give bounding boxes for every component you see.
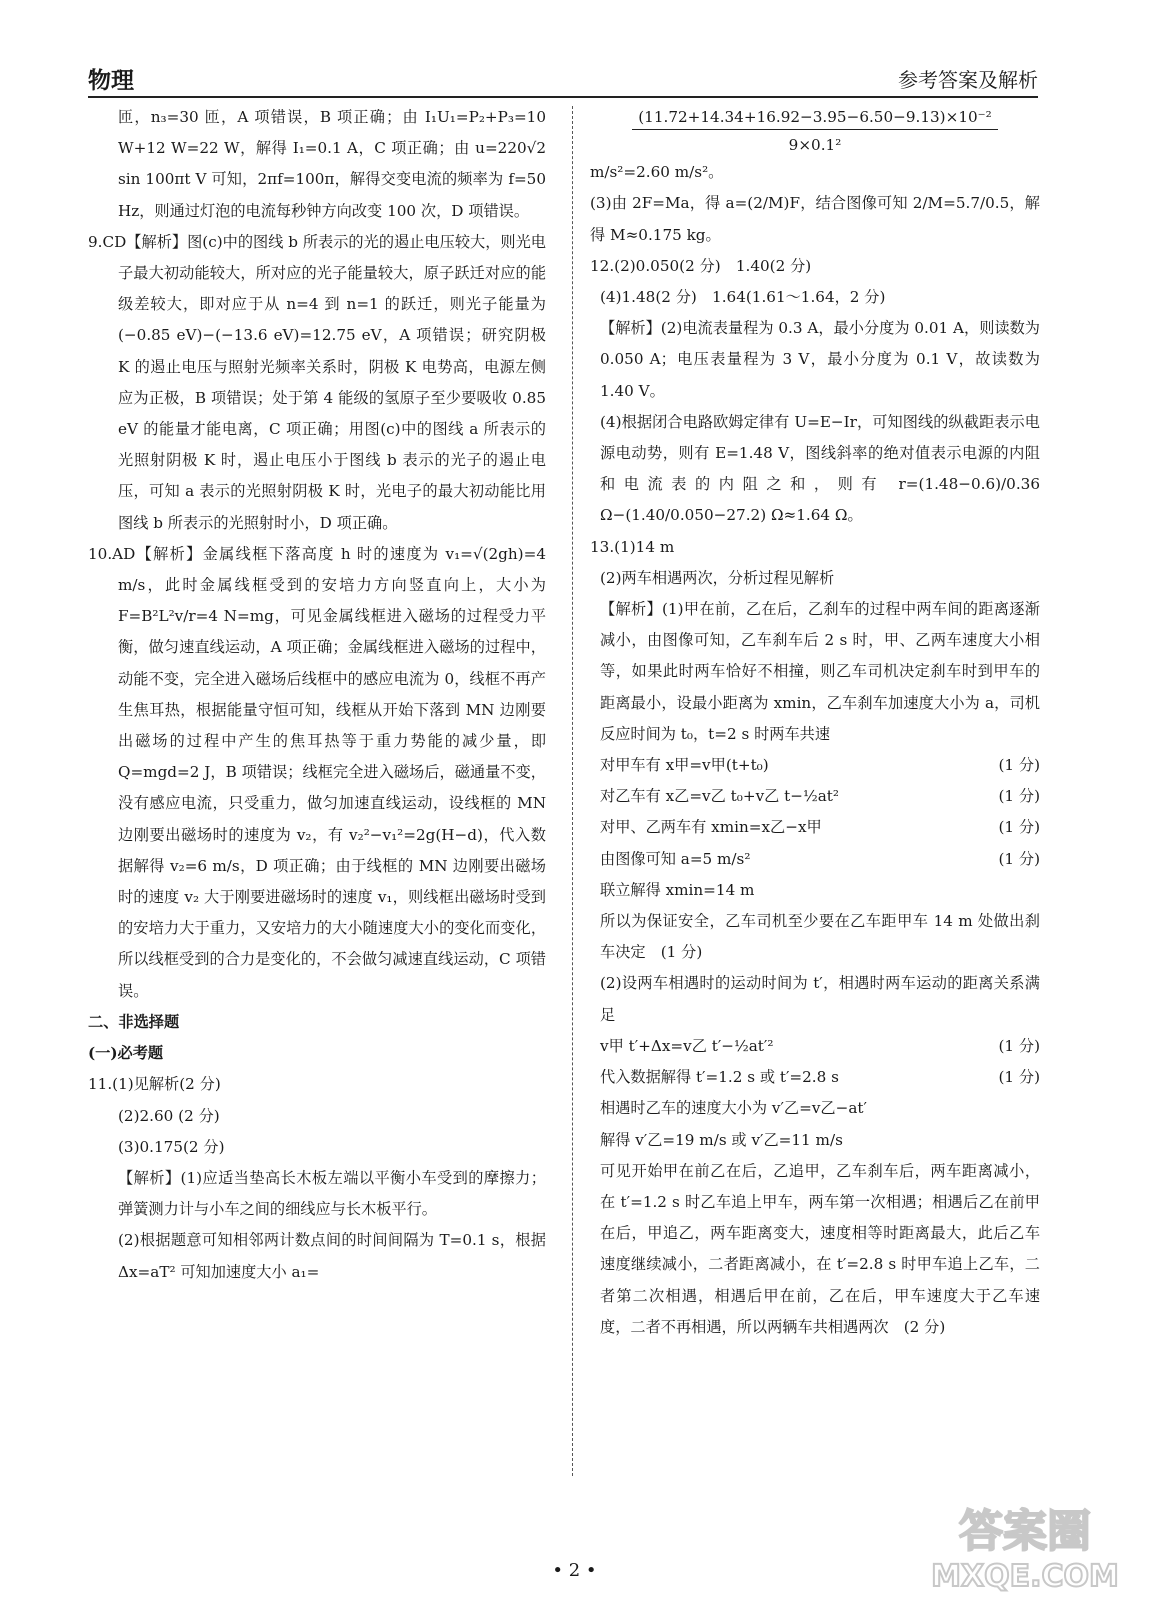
section-heading: 二、非选择题 — [88, 1012, 180, 1031]
equation-row — [590, 1062, 1040, 1093]
fraction-numerator: (11.72+14.34+16.92−3.95−6.50−9.13)×10⁻² — [632, 105, 998, 130]
answer-q11-3-explanation: (3)由 2F=Ma，得 a=(2/M)F，结合图像可知 2/M=5.7/0.5，解得 M≈0.175 kg。 — [590, 194, 1040, 244]
equation-text: v甲 t′+Δx=v乙 t′−½at′² — [600, 1036, 774, 1055]
acceleration-fraction — [590, 102, 1040, 157]
points-label: (1 分) — [998, 756, 1040, 775]
acceleration-result: m/s²=2.60 m/s²。 — [590, 163, 724, 182]
answer-q12-1: 12.(2)0.050(2 分) 1.40(2 分) — [590, 256, 812, 275]
equation-text: 对甲、乙两车有 xmin=x乙−x甲 — [600, 818, 822, 837]
equation-row — [590, 1031, 1040, 1062]
equation-text: 联立解得 xmin=14 m — [600, 880, 755, 899]
final-conclusion — [590, 1156, 1040, 1343]
equation-row — [590, 1125, 1040, 1156]
equation-row — [590, 844, 1040, 875]
equation-text: 代入数据解得 t′=1.2 s 或 t′=2.8 s — [600, 1068, 839, 1087]
subject-title: 物理 — [88, 67, 134, 94]
equation-text: 对甲车有 x甲=v甲(t+t₀) — [600, 756, 769, 775]
explanation-q11-1: 【解析】(1)应适当垫高长木板左端以平衡小车受到的摩擦力；弹簧测力计与小车之间的细线应与长木板平行。 — [118, 1168, 546, 1219]
equation-text: 相遇时乙车的速度大小为 v′乙=v乙−at′ — [600, 1099, 867, 1118]
points-label: (1 分) — [998, 849, 1040, 868]
equation-row — [590, 750, 1040, 781]
points-label: (2 分) — [903, 1317, 946, 1336]
equation-row — [590, 1093, 1040, 1124]
points-label: (1 分) — [660, 943, 703, 962]
equation-text: 解得 v′乙=19 m/s 或 v′乙=11 m/s — [600, 1130, 843, 1149]
equation-row — [590, 812, 1040, 843]
equation-row — [590, 875, 1040, 906]
answer-q11-3: (3)0.175(2 分) — [118, 1137, 225, 1156]
svg-text:MXQE.COM: MXQE.COM — [931, 1559, 1119, 1594]
column-divider — [572, 106, 573, 1476]
watermark-logo — [925, 1494, 1125, 1594]
safety-conclusion — [590, 906, 1040, 968]
points-label: (1 分) — [998, 1036, 1040, 1055]
answer-q12-2: (4)1.48(2 分) 1.64(1.61～1.64，2 分) — [600, 288, 886, 307]
answer-q11-1: 11.(1)见解析(2 分) — [88, 1075, 221, 1094]
answer-q13-2: (2)两车相遇两次，分析过程见解析 — [600, 568, 835, 587]
explanation-q13-2: (2)设两车相遇时的运动时间为 t′，相遇时两车运动的距离关系满足 — [600, 974, 1040, 1024]
right-column — [590, 102, 1040, 1343]
points-label: (1 分) — [998, 787, 1040, 806]
answer-q9: 9.CD【解析】图(c)中的图线 b 所表示的光的遏止电压较大，则光电子最大初动能较大，所对应的光子能量较大，原子跃迁对应的能级差较大，即对应于从 n=4 到 n=1 的跃迁，则光子能量为(−0.85 eV)−(−13.6 eV)=12.75 eV，A 项错误；研究阴极 K 的遏止电压与照射光频率关系时，阴极 K 电势高，电源左侧应为正极，B 项错误；处于第 4 能级的氢原子至少要吸收 0.85 eV 的能量才能电离，C 项正确；用图(c)中的图线 a 所表示的光照射阴极 K 时，遏止电压小于图线 b 表示的光子的遏止电压，可知 a 表示的光照射阴极 K 时，光电子的最大初动能比用图线 b 所表示的光照射时小，D 项正确。 — [88, 232, 546, 532]
equation-text: 由图像可知 a=5 m/s² — [600, 849, 751, 868]
explanation-q12-2: (4)根据闭合电路欧姆定律有 U=E−Ir，可知图线的纵截距表示电源电动势，则有 E=1.48 V，图线斜率的绝对值表示电源的内阻和电流表的内阻之和，则有 r=(1.48−0.6)/0.36 Ω−(1.40/0.050−27.2) Ω≈1.64 Ω。 — [600, 412, 1040, 525]
answer-q10: 10.AD【解析】金属线框下落高度 h 时的速度为 v₁=√(2gh)=4 m/s，此时金属线框受到的安培力方向竖直向上，大小为 F=B²L²v/r=4 N=mg，可见金属线框进入磁场的过程受力平衡，做匀速直线运动，A 项正确；金属线框进入磁场的过程中，动能不变，完全进入磁场后线框中的感应电流为 0，线框不再产生焦耳热，根据能量守恒可知，线框从开始下落到 MN 边刚要出磁场的过程中产生的焦耳热等于重力势能的减少量，即 Q=mgd=2 J，B 项错误；线框完全进入磁场后，磁通量不变，没有感应电流，只受重力，做匀加速直线运动，设线框的 MN 边刚要出磁场时的速度为 v₂，有 v₂²−v₁²=2g(H−d)，代入数据解得 v₂=6 m/s，D 项正确；由于线框的 MN 边刚要出磁场时的速度 v₂ 大于刚要进磁场时的速度 v₁，则线框出磁场时受到的安培力大于重力，又安培力的大小随速度大小的变化而变化，所以线框受到的合力是变化的，不会做匀减速直线运动，C 项错误。 — [88, 544, 546, 1000]
page-number: • 2 • — [552, 1560, 597, 1581]
subsection-heading: (一)必考题 — [88, 1044, 164, 1063]
conclusion-text: 所以为保证安全，乙车司机至少要在乙车距甲车 14 m 处做出刹车决定 — [600, 912, 1040, 962]
equation-row — [590, 781, 1040, 812]
equation-text: 对乙车有 x乙=v乙 t₀+v乙 t−½at² — [600, 787, 839, 806]
conclusion-text: 可见开始甲在前乙在后，乙追甲，乙车刹车后，两车距离减小，在 t′=1.2 s 时乙车追上甲车，两车第一次相遇；相遇后乙在前甲在后，甲追乙，两车距离变大，速度相等时距离最大，此后乙车速度继续减小，二者距离减小，在 t′=2.8 s 时甲车追上乙车，二者第二次相遇，相遇后甲在前，乙在后，甲车速度大于乙车速度，二者不再相遇，所以两辆车共相遇两次 — [600, 1161, 1040, 1336]
paragraph-q8-cont: 匝，n₃=30 匝，A 项错误，B 项正确；由 I₁U₁=P₂+P₃=10 W+12 W=22 W，解得 I₁=0.1 A，C 项正确；由 u=220√2 sin 100πt V 可知，2πf=100π，解得交变电流的频率为 f=50 Hz，则通过灯泡的电流每秒钟方向改变 100 次，D 项错误。 — [118, 108, 546, 220]
points-label: (1 分) — [998, 818, 1040, 837]
points-label: (1 分) — [998, 1068, 1040, 1087]
explanation-q11-2: (2)根据题意可知相邻两计数点间的时间间隔为 T=0.1 s，根据 Δx=aT² 可知加速度大小 a₁= — [118, 1231, 546, 1281]
page-header — [88, 62, 1038, 98]
section-title: 参考答案及解析 — [898, 68, 1038, 92]
answer-q13-1: 13.(1)14 m — [590, 537, 675, 556]
fraction-denominator: 9×0.1² — [788, 136, 842, 155]
explanation-q12-1: 【解析】(2)电流表量程为 0.3 A，最小分度为 0.01 A，则读数为 0.050 A；电压表量程为 3 V，最小分度为 0.1 V，故读数为 1.40 V。 — [600, 319, 1040, 400]
answer-q11-2: (2)2.60 (2 分) — [118, 1106, 220, 1125]
explanation-q13-1: 【解析】(1)甲在前，乙在后，乙刹车的过程中两车间的距离逐渐减小，由图像可知，乙车刹车后 2 s 时，甲、乙两车速度大小相等，如果此时两车恰好不相撞，则乙车司机决定刹车时到甲车的距离最小，设最小距离为 xmin，乙车刹车加速度大小为 a，司机反应时间为 t₀，t=2 s 时两车共速 — [600, 600, 1040, 743]
svg-text:答案圈: 答案圈 — [959, 1506, 1091, 1557]
left-column — [88, 102, 546, 1288]
